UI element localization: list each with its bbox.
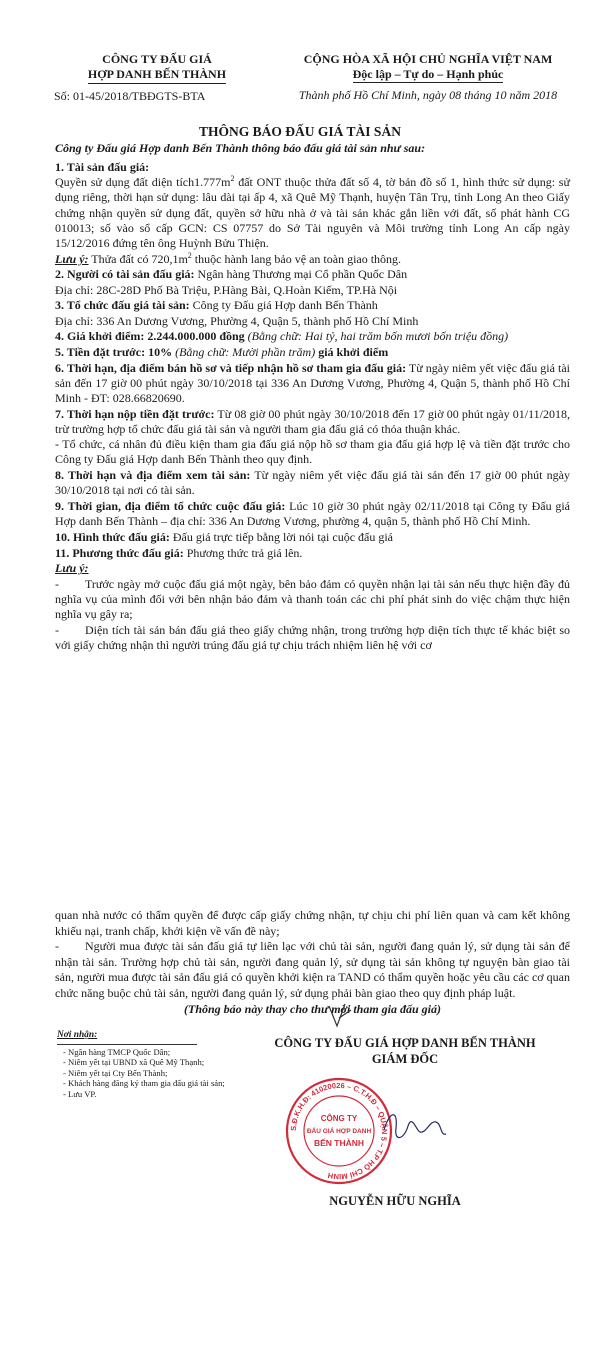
recipients-block <box>57 1030 227 1100</box>
note-2-heading <box>55 561 570 576</box>
section-3-label: 3. Tổ chức đấu giá tài sản: <box>55 298 190 313</box>
seal-ring-text: S.Đ.K.H.Đ: 41020026 – C.T.H.Đ – QUẬN 5 – T.P HỒ CHÍ MINH <box>288 1080 390 1182</box>
section-8-label: 8. Thời hạn và địa điểm xem tài sản: <box>55 468 251 483</box>
section-6 <box>55 361 570 407</box>
section-10-text: Đấu giá trực tiếp bằng lời nói tại cuộc đấu giá <box>169 529 394 544</box>
notice-body <box>55 160 570 654</box>
section-7-extra: - Tổ chức, cá nhân đủ điều kiện tham gia đấu giá nộp hồ sơ tham gia đấu giá hợp lệ và tiền đặt trước cho Công ty Đấu giá Hợp danh Bến Thành theo quy định. <box>55 437 570 467</box>
section-4-label: 4. Giá khởi điểm: 2.244.000.000 đồng <box>55 329 245 344</box>
section-2-address: Địa chỉ: 28C-28D Phố Bà Triệu, P.Hàng Bài, Q.Hoàn Kiếm, TP.Hà Nội <box>55 282 398 297</box>
issuer-header <box>52 52 262 104</box>
section-3-address: Địa chỉ: 336 An Dương Vương, Phường 4, Quận 5, thành phố Hồ Chí Minh <box>55 313 419 328</box>
document-number: Số: 01-45/2018/TBĐGTS-BTA <box>54 89 206 103</box>
section-9-text: Lúc 10 giờ 30 phút ngày 02/11/2018 tại Công ty Đấu giá Hợp danh Bến Thành – địa chỉ: 336 An Dương Vương, phường 4, quận 5, thành phố Hồ Chí Minh. <box>55 498 571 529</box>
section-1-text-b: đất ONT thuộc thửa đất số 4, tờ bản đồ số 1, hình thức sử dụng: sử dụng riêng, thời hạn sử dụng: lâu dài tại ấp 4, xã Quê Mỹ Thạnh, huyện Tân Trụ, tỉnh Long An theo Giấy chứng nhận quyền sử dụng đất, quyền sở hữu nhà ở và tài sản khác gắn liền với đất, số phát hành CG 010013; số vào sổ cấp GCN: CS 07757 do Sở Tài nguyên và Môi trường tỉnh Long An cấp ngày 15/12/2016 đứng tên ông Huỳnh Bửu Thiện. <box>55 175 570 251</box>
signing-company: CÔNG TY ĐẤU GIÁ HỢP DANH BẾN THÀNH <box>274 1036 536 1050</box>
section-1-sup: 2 <box>230 174 235 184</box>
note-2-item-3-text: Người mua được tài sản đấu giá tự liên lạc với chủ tài sản, người đang quản lý, sử dụng tài sản để nhận tài sản. Trường hợp chủ tài sản, người đang quản lý, sử dụng tài sản không tự nguyện bàn giao tài sản, người mua được tài sản đấu giá có quyền khởi kiện ra TAND có thẩm quyền hoặc yêu cầu các cơ quan chức năng buộc chủ tài sản, người đang quản lý, sử dụng phải bàn giao theo quy định pháp luật. <box>55 939 570 1000</box>
closing-line: (Thông báo này thay cho thư mời tham gia đấu giá) <box>184 1001 441 1016</box>
section-2-label: 2. Người có tài sản đấu giá: <box>55 267 195 282</box>
document-title: THÔNG BÁO ĐẤU GIÁ TÀI SẢN <box>199 124 401 139</box>
section-5-tail: giá khởi điểm <box>315 344 389 359</box>
initial-mark-icon <box>325 1000 355 1030</box>
seal-line-1: CÔNG TY <box>320 1114 358 1123</box>
note-1-label: Lưu ý: <box>55 251 89 266</box>
recipient-item: - Khách hàng đăng ký tham gia đấu giá tài sản; <box>63 1078 225 1089</box>
section-8 <box>55 468 570 498</box>
note-2-item-3: - Người mua được tài sản đấu giá tự liên lạc với chủ tài sản, người đang quản lý, sử dụng tài sản để nhận tài sản. Trường hợp chủ tài sản, người đang quản lý, sử dụng tài sản không tự nguyện bàn giao tài sản, người mua được tài sản đấu giá có quyền khởi kiện ra TAND có thẩm quyền hoặc yêu cầu các cơ quan chức năng buộc chủ tài sản, người đang quản lý, sử dụng phải bàn giao theo quy định pháp luật. <box>55 939 570 1000</box>
section-1 <box>55 160 570 251</box>
company-name-line1: CÔNG TY ĐẤU GIÁ <box>102 52 212 66</box>
note-2-item-2-continued: quan nhà nước có thẩm quyền để được cấp giấy chứng nhận, tự chịu chi phí liên quan và cam kết không khiếu nại, tranh chấp, khởi kiện về vấn đề này; <box>55 908 570 938</box>
recipient-item: - Niêm yết tại Cty Bến Thành; <box>63 1067 168 1078</box>
section-7 <box>55 407 570 468</box>
section-4 <box>55 329 570 344</box>
handwritten-signature-icon <box>380 1100 450 1150</box>
section-8-text: Từ ngày niêm yết việc đấu giá tài sản đến 17 giờ 00 phút ngày 30/10/2018 tại nơi có tài sản. <box>55 468 570 498</box>
note-2-item-1-text: Trước ngày mở cuộc đấu giá một ngày, bên bảo đảm có quyền nhận lại tài sản nếu thực hiện đầy đủ nghĩa vụ của mình đối với bên nhận bảo đảm và thanh toán các chi phí phát sinh do việc chậm thực hiện nghĩa vụ gây ra; <box>55 576 570 622</box>
national-header <box>278 52 578 103</box>
note-2-item-2: - Diện tích tài sản bán đấu giá theo giấy chứng nhận, trong trường hợp diện tích thực tế khác biệt so với giấy chứng nhận thì người trúng đấu giá tự chịu trách nhiệm liên hệ với cơ <box>55 623 570 653</box>
section-5-words: (Bằng chữ: Mười phần trăm) <box>172 344 316 359</box>
section-7-label: 7. Thời hạn nộp tiền đặt trước: <box>55 406 215 421</box>
national-motto: Độc lập – Tự do – Hạnh phúc <box>352 67 504 81</box>
note-1-sup: 2 <box>187 250 192 260</box>
section-11-label: 11. Phương thức đấu giá: <box>55 545 184 560</box>
section-5-label: 5. Tiền đặt trước: 10% <box>55 344 173 359</box>
note-1 <box>55 252 570 267</box>
signer-name: NGUYỄN HỮU NGHĨA <box>329 1194 461 1208</box>
section-4-words: (Bằng chữ: Hai tỷ, hai trăm bốn mươi bốn triệu đồng) <box>244 329 509 344</box>
seal-line-2: ĐẤU GIÁ HỢP DANH <box>306 1128 372 1135</box>
note-2-item-2-text: Diện tích tài sản bán đấu giá theo giấy chứng nhận, trong trường hợp diện tích thực tế khác biệt so với giấy chứng nhận thì người trúng đấu giá tự chịu trách nhiệm liên hệ với cơ <box>55 623 570 653</box>
section-6-label: 6. Thời hạn, địa điểm bán hồ sơ và tiếp nhận hồ sơ tham gia đấu giá: <box>55 360 407 375</box>
section-1-label: 1. Tài sản đấu giá: <box>55 160 150 174</box>
section-6-text: Từ ngày niêm yết việc đấu giá tài sản đến 17 giờ 00 phút ngày 30/10/2018 tại 336 An Dương Vương, Phường 4, Quận 5, thành phố Hồ Chí Minh - ĐT: 028.66820690. <box>55 360 570 406</box>
section-1-text-a: Quyền sử dụng đất diện tích1.777m <box>55 175 231 190</box>
recipient-item: - Ngân hàng TMCP Quốc Dân; <box>63 1046 171 1057</box>
note-2-label: Lưu ý: <box>55 561 89 576</box>
section-2-text: Ngân hàng Thương mại Cổ phần Quốc Dân <box>194 267 408 282</box>
section-11 <box>55 546 570 561</box>
notice-body-continued <box>55 908 570 1017</box>
recipient-item: - Lưu VP. <box>63 1088 97 1099</box>
section-10 <box>55 530 570 545</box>
intro-line: Công ty Đấu giá Hợp danh Bến Thành thông báo đấu giá tài sản như sau: <box>55 141 426 155</box>
recipients-label: Nơi nhận: <box>57 1030 98 1040</box>
note-1-text-a: Thửa đất có 720,1m <box>88 251 188 266</box>
section-9 <box>55 499 570 529</box>
place-date: Thành phố Hồ Chí Minh, ngày 08 tháng 10 năm 2018 <box>298 88 558 102</box>
section-5 <box>55 345 570 360</box>
section-7-text: Từ 08 giờ 00 phút ngày 30/10/2018 đến 17 giờ 00 phút ngày 01/11/2018, trừ trường hợp tổ chức đấu giá tài sản và người tham gia đấu giá có thỏa thuận khác. <box>55 406 570 436</box>
republic-name: CỘNG HÒA XÃ HỘI CHỦ NGHĨA VIỆT NAM <box>303 52 553 66</box>
note-2-item-1: - Trước ngày mở cuộc đấu giá một ngày, bên bảo đảm có quyền nhận lại tài sản nếu thực hiện đầy đủ nghĩa vụ của mình đối với bên nhận bảo đảm và thanh toán các chi phí phát sinh do việc chậm thực hiện nghĩa vụ gây ra; <box>55 576 570 622</box>
section-9-label: 9. Thời gian, địa điểm tổ chức cuộc đấu giá: <box>55 498 286 513</box>
section-3-text: Công ty Đấu giá Hợp danh Bến Thành <box>189 298 378 313</box>
section-10-label: 10. Hình thức đấu giá: <box>55 529 170 544</box>
company-name-line2: HỢP DANH BẾN THÀNH <box>88 67 226 84</box>
section-2 <box>55 267 570 297</box>
seal-line-3: BẾN THÀNH <box>313 1138 365 1148</box>
recipient-item: - Niêm yết tại UBND xã Quê Mỹ Thạnh; <box>63 1057 205 1068</box>
signing-position: GIÁM ĐỐC <box>371 1052 439 1066</box>
signature-block <box>240 1035 570 1067</box>
company-seal-icon <box>284 1076 394 1186</box>
section-11-text: Phương thức trả giá lên. <box>183 545 303 560</box>
section-3 <box>55 298 570 328</box>
note-1-text-b: thuộc hành lang bảo vệ an toàn giao thông. <box>191 251 402 266</box>
